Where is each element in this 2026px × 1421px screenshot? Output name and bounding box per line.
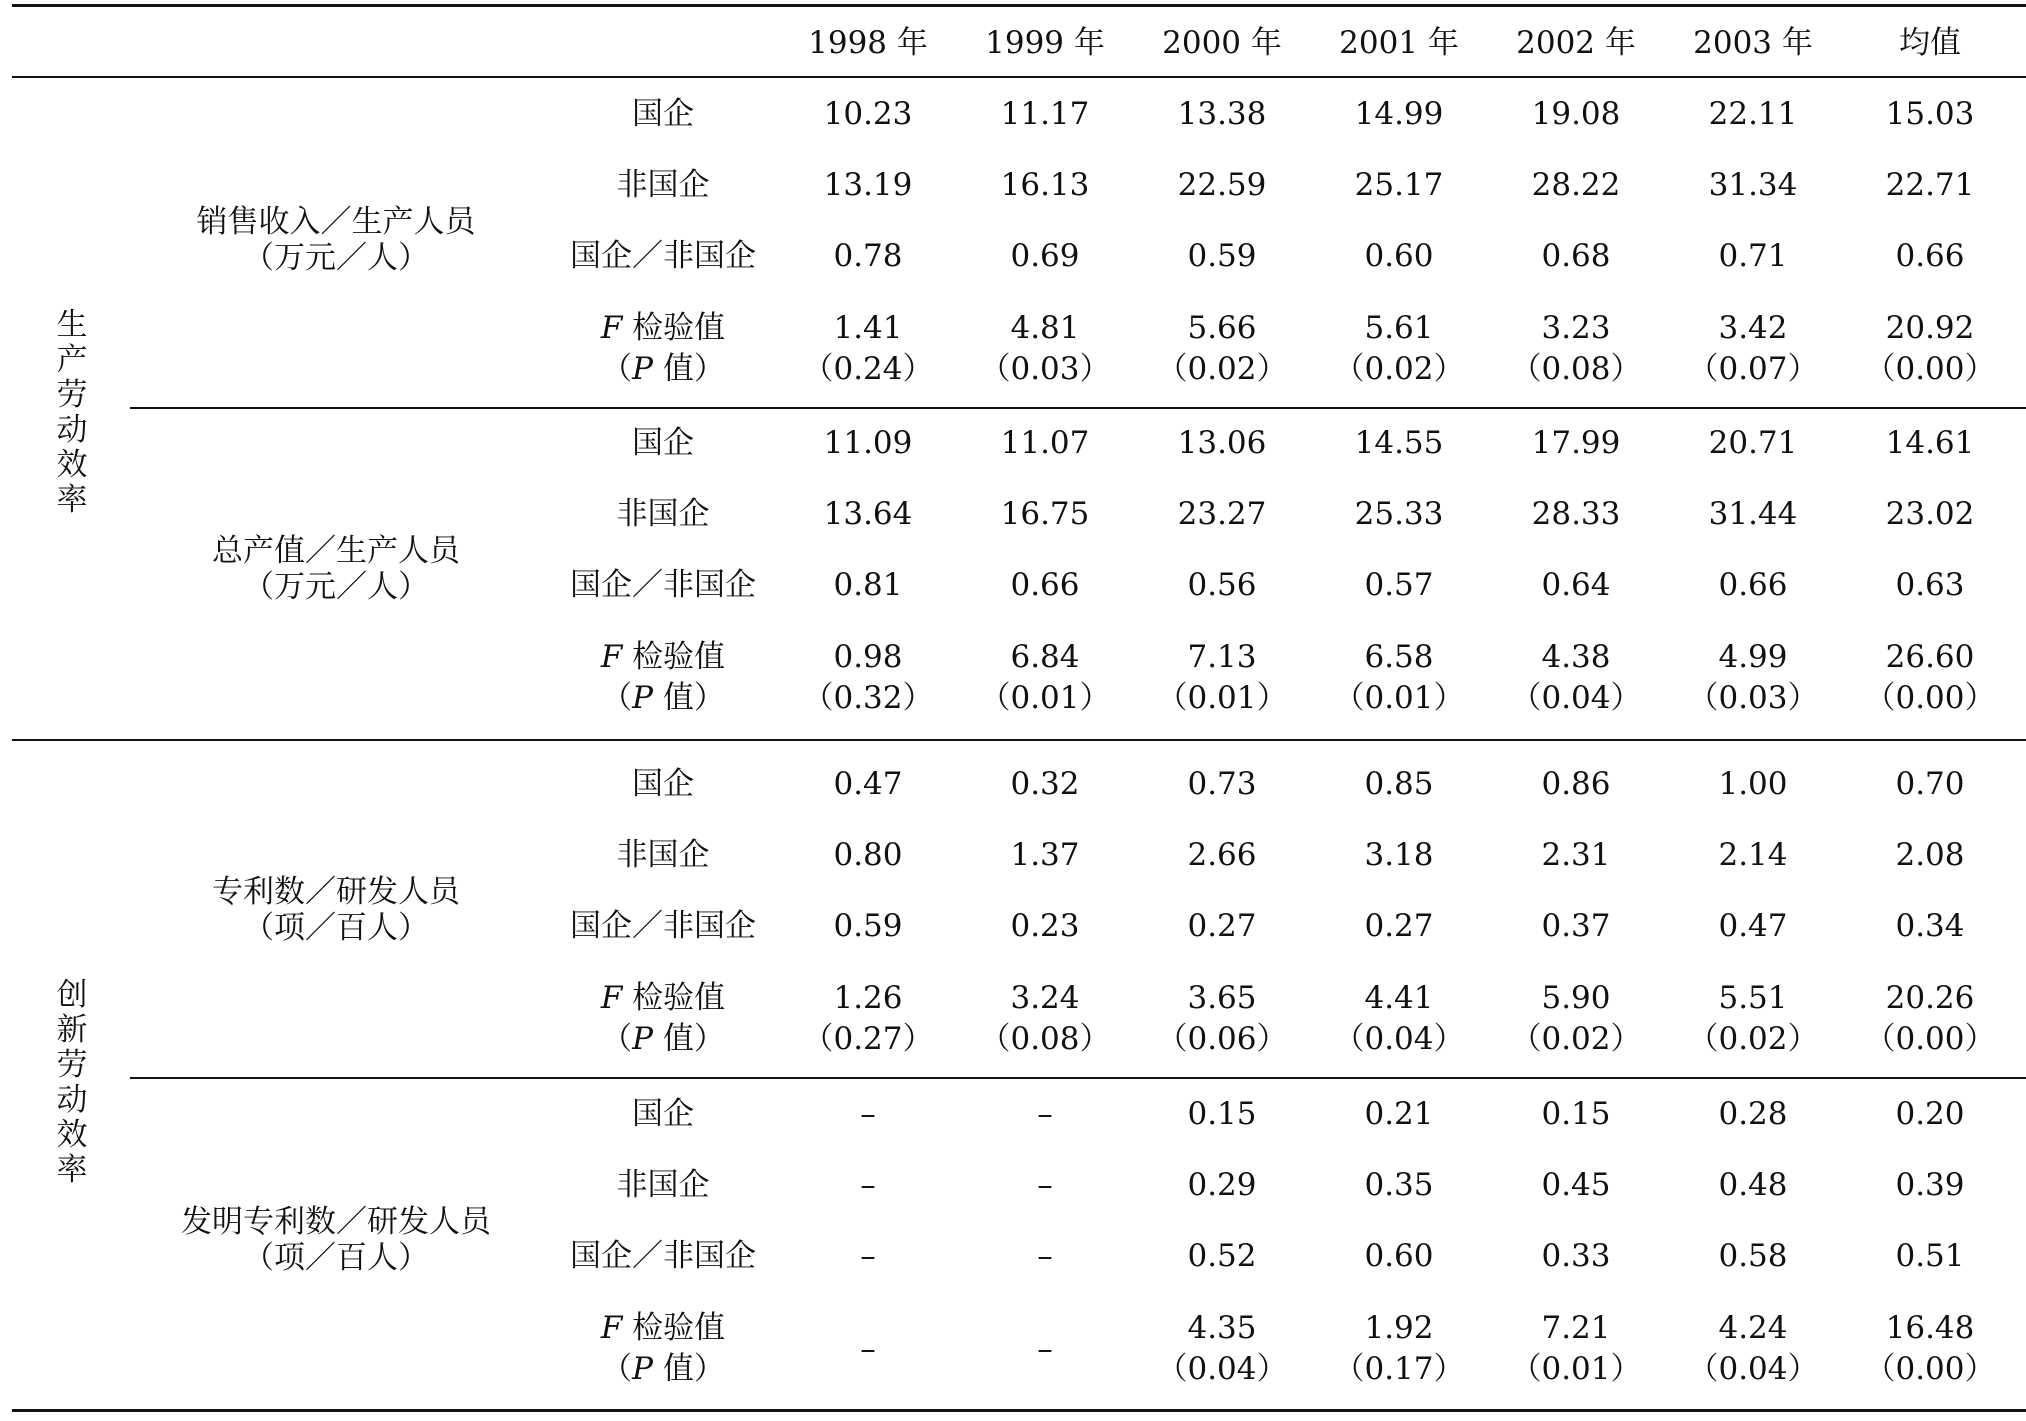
- p-value-label: [533, 351, 793, 387]
- value-cell: 0.71: [1718, 238, 1788, 274]
- value-cell: 2.66: [1187, 837, 1257, 873]
- value-cell: 28.33: [1531, 496, 1621, 532]
- p-value-cell: （0.03）: [979, 351, 1111, 387]
- value-cell: 22.11: [1708, 96, 1798, 132]
- column-header: 1999 年: [985, 25, 1105, 61]
- value-cell: 0.57: [1364, 567, 1434, 603]
- value-cell: –: [860, 1167, 876, 1203]
- value-cell: 25.17: [1354, 167, 1444, 203]
- column-header: 2003 年: [1693, 25, 1813, 61]
- p-value-cell: （0.02）: [1156, 351, 1288, 387]
- value-cell: 31.44: [1708, 496, 1798, 532]
- value-cell: 0.59: [1187, 238, 1257, 274]
- value-cell: 0.45: [1541, 1167, 1611, 1203]
- value-cell: 0.48: [1718, 1167, 1788, 1203]
- p-symbol: P: [632, 680, 653, 716]
- p-value-cell: （0.04）: [1333, 1021, 1465, 1057]
- p-value-cell: （0.03）: [1687, 680, 1819, 716]
- p-value-cell: （0.02）: [1510, 1021, 1642, 1057]
- section-label: [52, 978, 92, 1188]
- f-value-cell: 26.60: [1885, 639, 1975, 675]
- value-cell: 0.47: [1718, 908, 1788, 944]
- p-value-cell: （0.00）: [1864, 351, 1996, 387]
- f-value-cell: 5.51: [1718, 980, 1788, 1016]
- p-symbol: P: [632, 351, 653, 387]
- section-label-char: 效: [56, 447, 88, 483]
- value-cell: 3.18: [1364, 837, 1434, 873]
- p-text: 值）: [653, 1021, 725, 1057]
- row-label: 非国企: [616, 167, 710, 203]
- value-cell: 14.55: [1354, 425, 1444, 461]
- column-header: 1998 年: [808, 25, 928, 61]
- f-value-cell: 3.24: [1010, 980, 1080, 1016]
- value-cell: 0.27: [1364, 908, 1434, 944]
- f-test-text: 检验值: [622, 1310, 726, 1346]
- row-label: 非国企: [616, 837, 710, 873]
- p-value-cell: （0.00）: [1864, 1351, 1996, 1387]
- block-rule: [130, 407, 2026, 409]
- f-value-cell: 7.13: [1187, 639, 1257, 675]
- value-cell: 0.39: [1895, 1167, 1965, 1203]
- value-cell: 13.19: [823, 167, 913, 203]
- row-label: 国企: [632, 766, 694, 802]
- f-value-cell: 5.66: [1187, 310, 1257, 346]
- value-cell: –: [1037, 1238, 1053, 1274]
- metric-label: [136, 533, 536, 605]
- value-cell: 0.86: [1541, 766, 1611, 802]
- f-value-cell: 4.38: [1541, 639, 1611, 675]
- section-label-char: 率: [56, 482, 88, 518]
- p-value-cell: （0.07）: [1687, 351, 1819, 387]
- value-cell: 0.68: [1541, 238, 1611, 274]
- p-value-label: [533, 1021, 793, 1057]
- value-cell: 0.33: [1541, 1238, 1611, 1274]
- value-cell: 0.80: [833, 837, 903, 873]
- p-text: 值）: [653, 351, 725, 387]
- f-value-cell: 5.90: [1541, 980, 1611, 1016]
- metric-label-line: 专利数／研发人员: [212, 874, 460, 910]
- metric-label: [136, 1204, 536, 1276]
- value-cell: 0.51: [1895, 1238, 1965, 1274]
- p-value-cell: （0.24）: [802, 351, 934, 387]
- value-cell: 13.06: [1177, 425, 1267, 461]
- metric-label-line: （项／百人）: [243, 1240, 429, 1276]
- section-label-char: 创: [56, 977, 88, 1013]
- value-cell: 28.22: [1531, 167, 1621, 203]
- bottom-rule: [12, 1409, 2026, 1412]
- row-label: 国企: [632, 96, 694, 132]
- value-cell: 0.35: [1364, 1167, 1434, 1203]
- f-value-cell: 3.23: [1541, 310, 1611, 346]
- p-value-cell: （0.01）: [1156, 680, 1288, 716]
- row-label: 非国企: [616, 1167, 710, 1203]
- value-cell: 15.03: [1885, 96, 1975, 132]
- value-cell: 0.81: [833, 567, 903, 603]
- p-symbol: P: [632, 1021, 653, 1057]
- section-label: [52, 308, 92, 518]
- value-cell: 22.71: [1885, 167, 1975, 203]
- row-label: 国企／非国企: [570, 567, 756, 603]
- f-value-cell: 3.42: [1718, 310, 1788, 346]
- section-label-char: 率: [56, 1152, 88, 1188]
- value-cell: 0.52: [1187, 1238, 1257, 1274]
- p-open: （: [601, 1351, 633, 1387]
- p-symbol: P: [632, 1351, 653, 1387]
- f-value-cell: 20.26: [1885, 980, 1975, 1016]
- metric-label-line: （万元／人）: [243, 569, 429, 605]
- value-cell: 22.59: [1177, 167, 1267, 203]
- section-label-char: 新: [56, 1012, 88, 1048]
- value-cell: 13.64: [823, 496, 913, 532]
- column-header: 2001 年: [1339, 25, 1459, 61]
- f-test-text: 检验值: [622, 980, 726, 1016]
- f-value-cell: 3.65: [1187, 980, 1257, 1016]
- metric-label-line: （项／百人）: [243, 910, 429, 946]
- p-value-cell: （0.02）: [1333, 351, 1465, 387]
- value-cell: 2.08: [1895, 837, 1965, 873]
- row-label: 国企／非国企: [570, 908, 756, 944]
- value-cell: 0.59: [833, 908, 903, 944]
- f-value-cell: 20.92: [1885, 310, 1975, 346]
- p-value-label: [533, 1351, 793, 1387]
- value-cell: 0.28: [1718, 1096, 1788, 1132]
- value-cell: 1.37: [1010, 837, 1080, 873]
- f-test-label: [533, 310, 793, 346]
- value-cell: 11.09: [823, 425, 913, 461]
- section-label-char: 动: [56, 1082, 88, 1118]
- f-test-label: [533, 1310, 793, 1346]
- value-cell: 13.38: [1177, 96, 1267, 132]
- section-label-char: 效: [56, 1117, 88, 1153]
- metric-label-line: 发明专利数／研发人员: [181, 1204, 491, 1240]
- value-cell: 14.61: [1885, 425, 1975, 461]
- value-cell: 11.17: [1000, 96, 1090, 132]
- value-cell: 0.64: [1541, 567, 1611, 603]
- value-cell: –: [1037, 1167, 1053, 1203]
- value-cell: 0.60: [1364, 1238, 1434, 1274]
- value-cell: 25.33: [1354, 496, 1444, 532]
- section-rule: [12, 739, 2026, 741]
- value-cell: 0.29: [1187, 1167, 1257, 1203]
- f-value-cell: 0.98: [833, 639, 903, 675]
- p-value-cell: （0.17）: [1333, 1351, 1465, 1387]
- f-test-text: 检验值: [622, 310, 726, 346]
- p-value-cell: （0.02）: [1687, 1021, 1819, 1057]
- column-header: 2000 年: [1162, 25, 1282, 61]
- p-value-label: [533, 680, 793, 716]
- value-cell: 0.63: [1895, 567, 1965, 603]
- p-value-cell: （0.32）: [802, 680, 934, 716]
- p-open: （: [601, 351, 633, 387]
- value-cell: 0.58: [1718, 1238, 1788, 1274]
- value-cell: 11.07: [1000, 425, 1090, 461]
- metric-label-line: 销售收入／生产人员: [196, 204, 476, 240]
- p-open: （: [601, 680, 633, 716]
- value-cell: 0.15: [1187, 1096, 1257, 1132]
- value-cell: –: [860, 1238, 876, 1274]
- value-cell: 2.31: [1541, 837, 1611, 873]
- row-label: 国企: [632, 1096, 694, 1132]
- p-text: 值）: [653, 1351, 725, 1387]
- f-value-cell: 1.92: [1364, 1310, 1434, 1346]
- value-cell: 0.15: [1541, 1096, 1611, 1132]
- row-label: 非国企: [616, 496, 710, 532]
- f-value-cell: 6.84: [1010, 639, 1080, 675]
- value-cell: 1.00: [1718, 766, 1788, 802]
- p-value-cell: （0.01）: [1333, 680, 1465, 716]
- value-cell: 0.70: [1895, 766, 1965, 802]
- metric-label-line: （万元／人）: [243, 240, 429, 276]
- value-cell: 0.47: [833, 766, 903, 802]
- p-value-cell: （0.06）: [1156, 1021, 1288, 1057]
- value-cell: 2.14: [1718, 837, 1788, 873]
- f-value-cell: 4.99: [1718, 639, 1788, 675]
- f-value-cell: 5.61: [1364, 310, 1434, 346]
- block-rule: [130, 1077, 2026, 1079]
- f-symbol: F: [600, 639, 623, 675]
- header-rule: [12, 76, 2026, 78]
- value-cell: 0.69: [1010, 238, 1080, 274]
- value-cell: 0.56: [1187, 567, 1257, 603]
- p-value-cell: （0.01）: [979, 680, 1111, 716]
- p-value-cell: （0.08）: [1510, 351, 1642, 387]
- value-cell: 14.99: [1354, 96, 1444, 132]
- column-header: 均值: [1899, 25, 1961, 61]
- value-cell: 23.27: [1177, 496, 1267, 532]
- f-test-label: [533, 639, 793, 675]
- p-value-cell: （0.01）: [1510, 1351, 1642, 1387]
- metric-label: [136, 204, 536, 276]
- row-label: 国企: [632, 425, 694, 461]
- section-label-char: 劳: [56, 377, 88, 413]
- value-cell: 0.66: [1718, 567, 1788, 603]
- f-value-cell: 4.35: [1187, 1310, 1257, 1346]
- value-cell: 0.34: [1895, 908, 1965, 944]
- value-cell: 31.34: [1708, 167, 1798, 203]
- section-label-char: 生: [56, 307, 88, 343]
- f-value-cell: 7.21: [1541, 1310, 1611, 1346]
- value-cell: 0.27: [1187, 908, 1257, 944]
- f-value-cell: 4.81: [1010, 310, 1080, 346]
- section-label-char: 动: [56, 412, 88, 448]
- top-rule: [12, 4, 2026, 7]
- value-cell: 0.73: [1187, 766, 1257, 802]
- p-value-cell: （0.04）: [1687, 1351, 1819, 1387]
- row-label: 国企／非国企: [570, 238, 756, 274]
- f-symbol: F: [600, 1310, 623, 1346]
- p-value-cell: （0.04）: [1510, 680, 1642, 716]
- f-test-label: [533, 980, 793, 1016]
- p-value-cell: （0.04）: [1156, 1351, 1288, 1387]
- f-value-cell: 16.48: [1885, 1310, 1975, 1346]
- p-value-cell: （0.27）: [802, 1021, 934, 1057]
- value-cell: 0.20: [1895, 1096, 1965, 1132]
- value-cell: 0.21: [1364, 1096, 1434, 1132]
- section-label-char: 产: [56, 342, 88, 378]
- value-cell: 0.60: [1364, 238, 1434, 274]
- value-cell: –: [1037, 1096, 1053, 1132]
- f-value-cell: 1.26: [833, 980, 903, 1016]
- section-label-char: 劳: [56, 1047, 88, 1083]
- metric-label: [136, 874, 536, 946]
- f-test-text: 检验值: [622, 639, 726, 675]
- value-cell: 0.66: [1010, 567, 1080, 603]
- value-cell: 17.99: [1531, 425, 1621, 461]
- value-cell: 10.23: [823, 96, 913, 132]
- value-cell: 0.78: [833, 238, 903, 274]
- value-cell: 0.37: [1541, 908, 1611, 944]
- row-label: 国企／非国企: [570, 1238, 756, 1274]
- p-open: （: [601, 1021, 633, 1057]
- f-value-cell: 6.58: [1364, 639, 1434, 675]
- value-cell: 20.71: [1708, 425, 1798, 461]
- value-cell: –: [860, 1096, 876, 1132]
- value-cell: 0.23: [1010, 908, 1080, 944]
- value-cell: 0.85: [1364, 766, 1434, 802]
- f-value-cell: 1.41: [833, 310, 903, 346]
- p-value-cell: （0.00）: [1864, 680, 1996, 716]
- value-cell: 19.08: [1531, 96, 1621, 132]
- f-symbol: F: [600, 980, 623, 1016]
- metric-label-line: 总产值／生产人员: [212, 533, 460, 569]
- value-cell: 16.13: [1000, 167, 1090, 203]
- f-value-cell: 4.24: [1718, 1310, 1788, 1346]
- f-value-cell: –: [1037, 1331, 1053, 1367]
- f-value-cell: –: [860, 1331, 876, 1367]
- column-header: 2002 年: [1516, 25, 1636, 61]
- value-cell: 0.66: [1895, 238, 1965, 274]
- p-text: 值）: [653, 680, 725, 716]
- f-value-cell: 4.41: [1364, 980, 1434, 1016]
- f-symbol: F: [600, 310, 623, 346]
- value-cell: 23.02: [1885, 496, 1975, 532]
- p-value-cell: （0.08）: [979, 1021, 1111, 1057]
- p-value-cell: （0.00）: [1864, 1021, 1996, 1057]
- value-cell: 16.75: [1000, 496, 1090, 532]
- value-cell: 0.32: [1010, 766, 1080, 802]
